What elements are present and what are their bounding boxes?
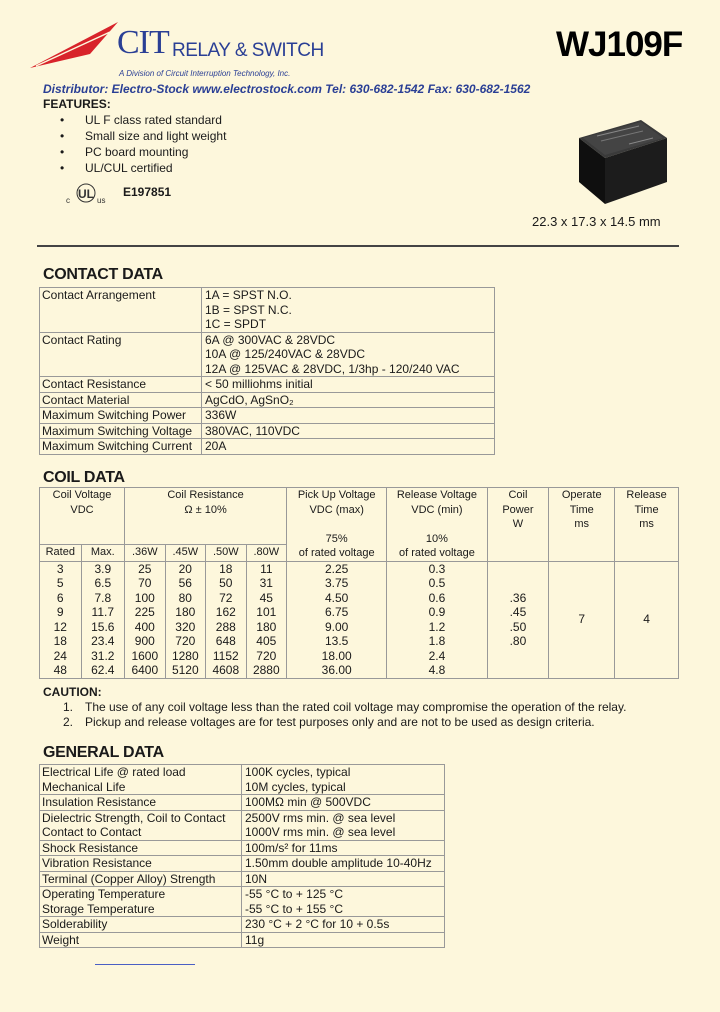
feature-item: • UL/CUL certified [60, 160, 226, 176]
caution-text: The use of any coil voltage less than the rated coil voltage may compromise the operation of the relay. [85, 700, 627, 714]
coil-cell: 1.2 [387, 620, 487, 635]
distributor-line[interactable]: Distributor: Electro-Stock www.electrostock.com Tel: 630-682-1542 Fax: 630-682-1562 [43, 82, 531, 96]
row-value: 6A @ 300VAC & 28VDC 10A @ 125/240VAC & 28VDC 12A @ 125VAC & 28VDC, 1/3hp - 120/240 VAC [202, 332, 495, 377]
coil-table-body [40, 561, 679, 678]
coil-cell: 1152 [206, 649, 247, 664]
header-release-time: Release Time ms [615, 488, 679, 562]
row-label: Contact Arrangement [40, 288, 202, 333]
contact-data-table [39, 287, 495, 455]
table-row [40, 439, 495, 455]
coil-cell: 18 [40, 634, 82, 649]
coil-cell: 9.00 [287, 620, 387, 635]
caution-heading: CAUTION: [43, 685, 102, 699]
row-label: Maximum Switching Current [40, 439, 202, 455]
coil-cell: 72 [206, 591, 247, 606]
table-row [40, 856, 445, 872]
features-heading: FEATURES: [43, 97, 111, 111]
coil-cell: 0.5 [387, 576, 487, 591]
row-value: 2500V rms min. @ sea level 1000V rms min. @ sea level [242, 810, 445, 840]
coil-cell: 3.75 [287, 576, 387, 591]
coil-cell: 36.00 [287, 663, 387, 678]
table-row [40, 332, 495, 377]
coil-cell: 6400 [125, 663, 166, 678]
coil-cell: 0.9 [387, 605, 487, 620]
coil-cell: 288 [206, 620, 247, 635]
coil-cell: 70 [125, 576, 166, 591]
coil-cell: 0.3 [387, 561, 487, 576]
coil-data-table [39, 487, 679, 679]
coil-cell: 20 [165, 561, 206, 576]
coil-cell: 400 [125, 620, 166, 635]
row-value: AgCdO, AgSnO₂ [202, 392, 495, 408]
coil-cell: 50 [206, 576, 247, 591]
coil-cell: 1.8 [387, 634, 487, 649]
row-label: Contact Rating [40, 332, 202, 377]
coil-cell: 720 [246, 649, 287, 664]
row-value: 10N [242, 871, 445, 887]
coil-cell: 9 [40, 605, 82, 620]
row-value: 380VAC, 110VDC [202, 423, 495, 439]
table-row [40, 932, 445, 948]
row-value: 100K cycles, typical 10M cycles, typical [242, 765, 445, 795]
coil-cell: 180 [246, 620, 287, 635]
brand-main: CIT [117, 24, 169, 61]
svg-text:c: c [66, 196, 70, 205]
row-label: Vibration Resistance [40, 856, 242, 872]
row-label: Electrical Life @ rated load Mechanical Life [40, 765, 242, 795]
coil-cell: 180 [165, 605, 206, 620]
table-row [40, 408, 495, 424]
coil-cell: 18 [206, 561, 247, 576]
coil-cell: 900 [125, 634, 166, 649]
coil-cell: 225 [125, 605, 166, 620]
part-number: WJ109F [556, 25, 683, 64]
coil-cell: 24 [40, 649, 82, 664]
table-row [40, 795, 445, 811]
row-label: Contact Resistance [40, 377, 202, 393]
coil-cell: 2.4 [387, 649, 487, 664]
brand-subtitle: A Division of Circuit Interruption Technology, Inc. [119, 69, 291, 78]
subheader-max: Max. [81, 545, 125, 562]
table-row [40, 840, 445, 856]
row-label: Maximum Switching Voltage [40, 423, 202, 439]
cert-number: E197851 [123, 185, 172, 199]
coil-cell: 25 [125, 561, 166, 576]
coil-cell: 5120 [165, 663, 206, 678]
row-value: 100m/s² for 11ms [242, 840, 445, 856]
coil-data-heading: COIL DATA [43, 469, 125, 486]
row-value: 336W [202, 408, 495, 424]
coil-cell: 101 [246, 605, 287, 620]
row-value: 1.50mm double amplitude 10-40Hz [242, 856, 445, 872]
coil-cell: 3 [40, 561, 82, 576]
operate-time-value: 7 [549, 561, 615, 678]
coil-cell: 3.9 [81, 561, 125, 576]
coil-cell: 15.6 [81, 620, 125, 635]
row-label: Shock Resistance [40, 840, 242, 856]
table-row [40, 561, 679, 576]
release-time-value: 4 [615, 561, 679, 678]
coil-cell: 4608 [206, 663, 247, 678]
row-value: -55 °C to + 125 °C -55 °C to + 155 °C [242, 887, 445, 917]
header-pickup-voltage: Pick Up Voltage VDC (max) 75% of rated voltage [287, 488, 387, 562]
subheader-36w: .36W [125, 545, 166, 562]
caution-number: 1. [63, 700, 74, 714]
coil-cell: 45 [246, 591, 287, 606]
table-row [40, 917, 445, 933]
row-value: < 50 milliohms initial [202, 377, 495, 393]
coil-cell: 6.75 [287, 605, 387, 620]
coil-cell: 162 [206, 605, 247, 620]
row-label: Dielectric Strength, Coil to Contact Contact to Contact [40, 810, 242, 840]
subheader-50w: .50W [206, 545, 247, 562]
coil-cell: 100 [125, 591, 166, 606]
caution-item [63, 715, 626, 730]
coil-cell: 11.7 [81, 605, 125, 620]
coil-cell: 720 [165, 634, 206, 649]
table-row [40, 392, 495, 408]
row-value: 230 °C + 2 °C for 10 + 0.5s [242, 917, 445, 933]
contact-data-heading: CONTACT DATA [43, 266, 163, 283]
coil-cell: 56 [165, 576, 206, 591]
row-label: Solderability [40, 917, 242, 933]
coil-cell: 2.25 [287, 561, 387, 576]
coil-cell: 1600 [125, 649, 166, 664]
coil-cell: 0.6 [387, 591, 487, 606]
row-value: 11g [242, 932, 445, 948]
row-label: Weight [40, 932, 242, 948]
row-label: Insulation Resistance [40, 795, 242, 811]
table-row [40, 288, 495, 333]
coil-cell: 80 [165, 591, 206, 606]
table-row [40, 887, 445, 917]
row-label: Operating Temperature Storage Temperature [40, 887, 242, 917]
header-coil-power: Coil Power W [487, 488, 549, 562]
table-row [40, 423, 495, 439]
relay-dimensions: 22.3 x 17.3 x 14.5 mm [532, 214, 661, 229]
coil-cell: 18.00 [287, 649, 387, 664]
table-row [40, 871, 445, 887]
general-data-heading: GENERAL DATA [43, 744, 164, 761]
ul-certification-icon [65, 183, 107, 205]
feature-item: • Small size and light weight [60, 128, 226, 144]
relay-photo-icon [567, 112, 677, 212]
coil-cell: 48 [40, 663, 82, 678]
subheader-80w: .80W [246, 545, 287, 562]
header-release-voltage: Release Voltage VDC (min) 10% of rated voltage [387, 488, 487, 562]
ul-logo-icon [65, 183, 107, 205]
coil-cell: 31.2 [81, 649, 125, 664]
coil-cell: 13.5 [287, 634, 387, 649]
feature-item: • UL F class rated standard [60, 112, 226, 128]
subheader-rated: Rated [40, 545, 82, 562]
coil-cell: 31 [246, 576, 287, 591]
brand-secondary: RELAY & SWITCH [172, 40, 324, 61]
header-coil-voltage: Coil Voltage VDC [40, 488, 125, 545]
coil-cell: 2880 [246, 663, 287, 678]
coil-cell: 23.4 [81, 634, 125, 649]
caution-number: 2. [63, 715, 74, 729]
general-data-table [39, 764, 445, 948]
coil-cell: 6.5 [81, 576, 125, 591]
coil-cell: 4.8 [387, 663, 487, 678]
header-operate-time: Operate Time ms [549, 488, 615, 562]
coil-power-values: .36 .45 .50 .80 [487, 561, 549, 678]
coil-cell: 11 [246, 561, 287, 576]
coil-cell: 6 [40, 591, 82, 606]
cit-logo-swoosh-icon [30, 22, 122, 72]
row-value: 100MΩ min @ 500VDC [242, 795, 445, 811]
row-label: Terminal (Copper Alloy) Strength [40, 871, 242, 887]
coil-cell: 405 [246, 634, 287, 649]
coil-cell: 1280 [165, 649, 206, 664]
feature-item: • PC board mounting [60, 144, 226, 160]
coil-cell: 62.4 [81, 663, 125, 678]
coil-header-row [40, 488, 679, 545]
caution-list [63, 700, 626, 730]
coil-cell: 320 [165, 620, 206, 635]
caution-text: Pickup and release voltages are for test purposes only and are not to be used as design criteria. [85, 715, 595, 729]
row-value: 1A = SPST N.O. 1B = SPST N.C. 1C = SPDT [202, 288, 495, 333]
caution-item [63, 700, 626, 715]
table-row [40, 765, 445, 795]
table-row [40, 810, 445, 840]
row-label: Contact Material [40, 392, 202, 408]
features-list [60, 112, 226, 176]
row-value: 20A [202, 439, 495, 455]
row-label: Maximum Switching Power [40, 408, 202, 424]
svg-text:UL: UL [78, 187, 94, 201]
coil-cell: 12 [40, 620, 82, 635]
header-coil-resistance: Coil Resistance Ω ± 10% [125, 488, 287, 545]
coil-cell: 648 [206, 634, 247, 649]
table-row [40, 377, 495, 393]
coil-cell: 7.8 [81, 591, 125, 606]
footer-link-underline[interactable] [95, 964, 195, 965]
section-divider [37, 245, 679, 247]
coil-cell: 4.50 [287, 591, 387, 606]
subheader-45w: .45W [165, 545, 206, 562]
coil-cell: 5 [40, 576, 82, 591]
svg-text:us: us [97, 196, 106, 205]
